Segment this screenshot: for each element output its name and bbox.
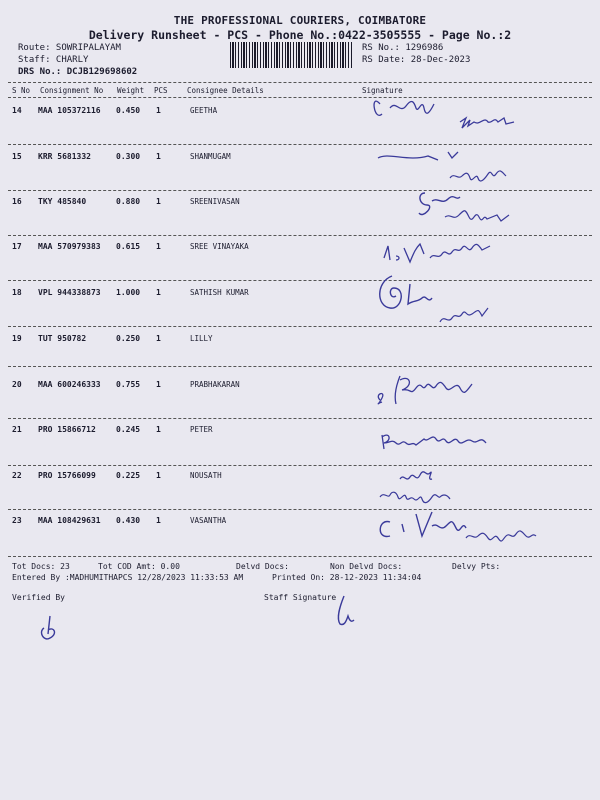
company-title: THE PROFESSIONAL COURIERS, COIMBATORE (173, 14, 427, 27)
row-weight: 0.615 (116, 242, 141, 251)
column-header-consignee: Consignee Details (187, 86, 264, 95)
column-header-weight: Weight (117, 86, 145, 95)
table-row (8, 288, 592, 334)
row-weight: 0.300 (116, 152, 141, 161)
handwritten-signature (370, 274, 600, 328)
row-consignee: SREE VINAYAKA (190, 242, 249, 251)
row-sno: 16 (12, 197, 22, 206)
delivered-docs: Delvd Docs: (236, 562, 289, 571)
row-consignment: TUT 950782 (38, 334, 87, 343)
row-sno: 20 (12, 380, 22, 389)
row-consignee: NOUSATH (190, 471, 222, 480)
row-consignee: SREENIVASAN (190, 197, 240, 206)
row-consignee: SATHISH KUMAR (190, 288, 249, 297)
row-weight: 0.755 (116, 380, 141, 389)
row-consignment: PRO 15866712 (38, 425, 96, 434)
row-consignee: PRABHAKARAN (190, 380, 240, 389)
row-weight: 0.430 (116, 516, 141, 525)
table-bottom-rule (8, 556, 592, 557)
row-sno: 15 (12, 152, 22, 161)
row-weight: 0.450 (116, 106, 141, 115)
row-consignee: PETER (190, 425, 213, 434)
total-docs: Tot Docs: 23 (12, 562, 70, 571)
route-label: Route: SOWRIPALAYAM (18, 43, 121, 53)
column-header-signature: Signature (362, 86, 403, 95)
row-consignment: VPL 944338873 (38, 288, 101, 297)
row-consignee: VASANTHA (190, 516, 227, 525)
row-consignee: GEETHA (190, 106, 218, 115)
row-divider (8, 326, 592, 327)
verifier-signature (36, 614, 66, 644)
runsheet-subtitle: Delivery Runsheet - PCS - Phone No.:0422-3505555 - Page No.:2 (88, 28, 512, 42)
row-pcs: 1 (156, 334, 161, 343)
header-top-rule (8, 82, 592, 83)
drs-number: DRS No.: DCJB129698602 (18, 67, 138, 77)
row-consignment: MAA 600246333 (38, 380, 101, 389)
row-weight: 0.250 (116, 334, 141, 343)
delivery-points: Delvy Pts: (452, 562, 501, 571)
row-pcs: 1 (156, 242, 161, 251)
row-sno: 19 (12, 334, 22, 343)
barcode (230, 42, 352, 68)
row-weight: 1.000 (116, 288, 141, 297)
rs-number: RS No.: 1296986 (362, 43, 444, 53)
row-consignee: LILLY (190, 334, 213, 343)
row-pcs: 1 (156, 106, 161, 115)
row-pcs: 1 (156, 380, 161, 389)
row-consignment: KRR 5681332 (38, 152, 91, 161)
row-pcs: 1 (156, 516, 161, 525)
row-sno: 14 (12, 106, 22, 115)
row-consignment: PRO 15766099 (38, 471, 96, 480)
column-header-consignment: Consignment No (40, 86, 104, 95)
row-sno: 22 (12, 471, 22, 480)
printed-on: Printed On: 28-12-2023 11:34:04 (272, 573, 422, 582)
row-pcs: 1 (156, 197, 161, 206)
row-consignment: TKY 485840 (38, 197, 87, 206)
row-consignment: MAA 105372116 (38, 106, 101, 115)
verified-by-label: Verified By (12, 593, 65, 602)
row-pcs: 1 (156, 471, 161, 480)
row-pcs: 1 (156, 152, 161, 161)
handwritten-signature (370, 502, 600, 556)
row-pcs: 1 (156, 425, 161, 434)
row-weight: 0.245 (116, 425, 141, 434)
total-cod-amount: Tot COD Amt: 0.00 (98, 562, 180, 571)
staff-signature (332, 594, 356, 628)
column-header-pcs: PCS (154, 86, 168, 95)
column-header-sno: S No (12, 86, 31, 95)
row-sno: 17 (12, 242, 22, 251)
entered-by: Entered By :MADHUMITHAPCS 12/28/2023 11:33:53 AM (12, 573, 244, 582)
row-sno: 21 (12, 425, 22, 434)
row-weight: 0.880 (116, 197, 141, 206)
staff-label: Staff: CHARLY (18, 55, 89, 65)
row-pcs: 1 (156, 288, 161, 297)
rs-date: RS Date: 28-Dec-2023 (362, 55, 471, 65)
row-consignment: MAA 570979383 (38, 242, 101, 251)
staff-signature-label: Staff Signature (264, 593, 337, 602)
row-sno: 23 (12, 516, 22, 525)
non-delivered-docs: Non Delvd Docs: (330, 562, 403, 571)
row-weight: 0.225 (116, 471, 141, 480)
row-consignment: MAA 108429631 (38, 516, 101, 525)
row-consignee: SHANMUGAM (190, 152, 231, 161)
row-sno: 18 (12, 288, 22, 297)
